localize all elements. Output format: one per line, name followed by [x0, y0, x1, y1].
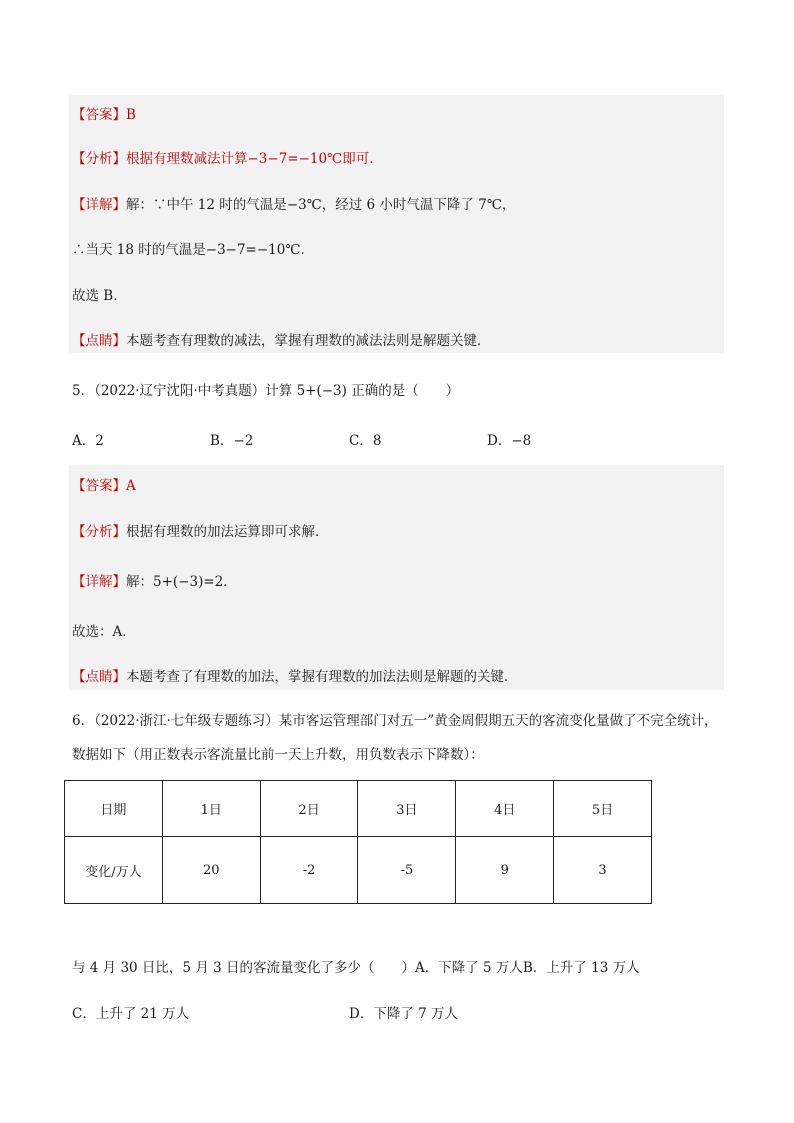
q6-option-c: C．上升了 21 万人 — [72, 1006, 190, 1022]
detail-tag: 【详解】 — [72, 197, 126, 213]
analysis-text: 根据有理数的加法运算即可求解． — [126, 524, 329, 540]
q5-option-b: B．−2 — [210, 433, 254, 449]
q4-answer-block — [69, 95, 724, 353]
comment-text: 本题考查有理数的减法，掌握有理数的减法法则是解题关键． — [126, 333, 491, 349]
q5-analysis-line — [72, 520, 329, 540]
q6-data-table — [64, 780, 652, 904]
q5-option-a: A．2 — [72, 433, 104, 449]
table-cell: -5 — [358, 837, 456, 904]
table-cell: 9 — [456, 837, 554, 904]
answer-value: A — [126, 478, 136, 494]
table-cell: 5日 — [554, 781, 652, 837]
q4-detail-line-1 — [72, 193, 515, 213]
detail-tag: 【详解】 — [72, 574, 126, 590]
q4-answer-line — [72, 103, 136, 123]
answer-tag: 【答案】 — [72, 107, 126, 123]
table-cell: 2日 — [260, 781, 358, 837]
detail-text: 解：5+(−3)=2． — [126, 574, 237, 590]
q5-detail-line-1 — [72, 570, 237, 590]
q5-detail-line-2: 故选：A． — [72, 624, 136, 640]
table-cell: 3日 — [358, 781, 456, 837]
comment-tag: 【点睛】 — [72, 333, 126, 349]
table-cell: 20 — [162, 837, 260, 904]
q4-detail-line-2: ∴当天 18 时的气温是−3−7=−10℃． — [72, 242, 314, 258]
q5-option-d: D．−8 — [487, 433, 532, 449]
table-row — [65, 837, 652, 904]
table-cell: -2 — [260, 837, 358, 904]
answer-tag: 【答案】 — [72, 478, 126, 494]
q5-stem: 5．（2022·辽宁沈阳·中考真题）计算 5+(−3) 正确的是（ ） — [72, 383, 460, 399]
answer-value: B — [126, 107, 136, 123]
q5-option-c: C．8 — [349, 433, 382, 449]
q6-option-d: D．下降了 7 万人 — [349, 1006, 458, 1022]
detail-text: 解：∵中午 12 时的气温是−3℃，经过 6 小时气温下降了 7℃， — [126, 197, 516, 213]
q6-stem-line-2: 数据如下（用正数表示客流量比前一天上升数，用负数表示下降数）： — [72, 747, 484, 763]
q6-question: 与 4 月 30 日比，5 月 3 日的客流量变化了多少（ ）A．下降了 5 万人B．上升了 13 万人 — [72, 960, 640, 976]
q4-detail-line-3: 故选 B． — [72, 288, 127, 304]
q4-comment-line — [72, 329, 491, 349]
analysis-tag: 【分析】 — [72, 524, 126, 540]
table-cell: 1日 — [162, 781, 260, 837]
analysis-text: 根据有理数减法计算−3−7=−10℃即可． — [126, 151, 383, 167]
table-cell: 变化/万人 — [65, 837, 163, 904]
table-cell: 日期 — [65, 781, 163, 837]
table-cell: 4日 — [456, 781, 554, 837]
q5-comment-line — [72, 665, 518, 685]
q6-stem-line-1: 6．（2022·浙江·七年级专题练习）某市客运管理部门对五一”黄金周假期五天的客流变化量做了不完全统计， — [72, 713, 718, 729]
table-header-row — [65, 781, 652, 837]
comment-tag: 【点睛】 — [72, 669, 126, 685]
q5-answer-line — [72, 474, 136, 494]
table-cell: 3 — [554, 837, 652, 904]
comment-text: 本题考查了有理数的加法，掌握有理数的加法法则是解题的关键． — [126, 669, 518, 685]
q4-analysis-line — [72, 147, 383, 167]
analysis-tag: 【分析】 — [72, 151, 126, 167]
